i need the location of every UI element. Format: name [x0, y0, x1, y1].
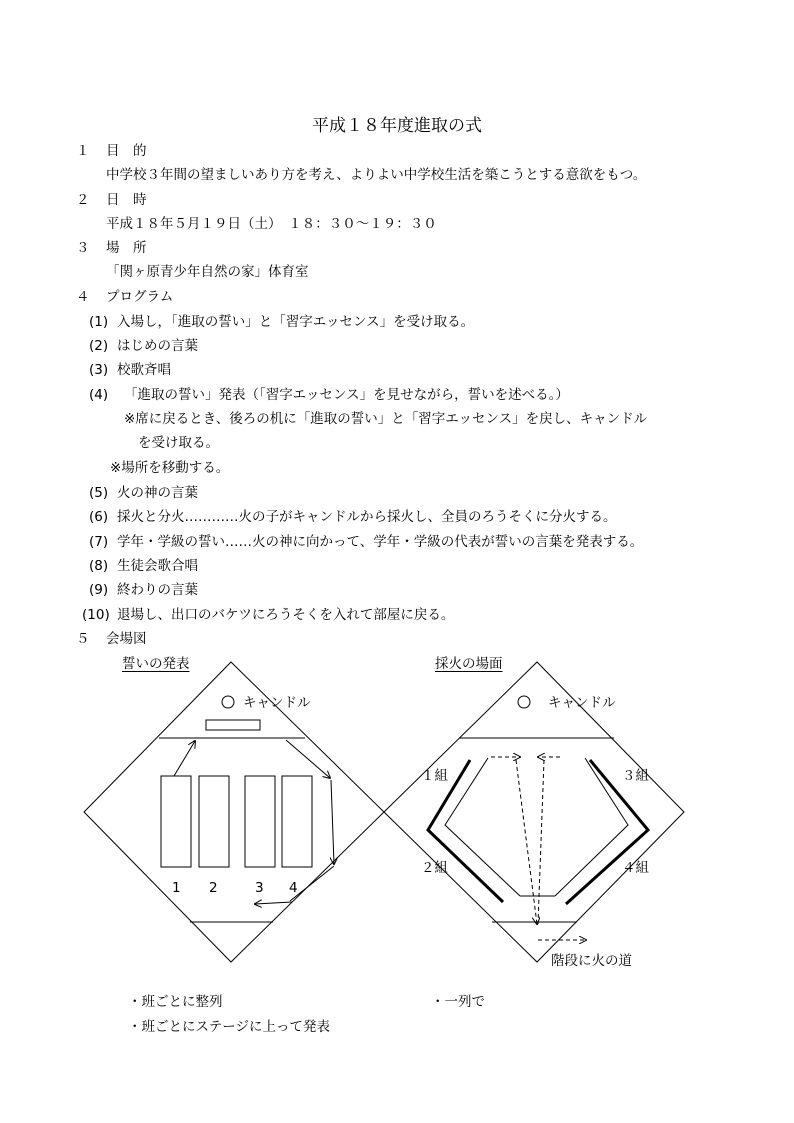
section-2-body: 平成１８年５月１９日（土） １８：３０～１９：３０: [106, 216, 437, 232]
program-item-9-text: 終わりの言葉: [117, 582, 198, 598]
right-diagram: [384, 662, 684, 969]
left-arrow-stage-exit: [286, 740, 330, 778]
class-2-label: ２組: [421, 860, 448, 876]
program-item-8-text: 生徒会歌合唱: [117, 558, 198, 574]
left-diagram: [84, 662, 384, 962]
program-item-1-number: (1): [89, 314, 109, 330]
right-note-1: ・一列で: [431, 994, 485, 1010]
program-item-1-text: 入場し，「進取の誓い」と「習字エッセンス」を受け取る。: [117, 314, 475, 330]
program-note-2: ※場所を移動する。: [110, 460, 230, 476]
program-note-1-line-1: ※席に戻るとき、後ろの机に「進取の誓い」と「習字エッセンス」を戻し、キャンドル: [124, 411, 648, 427]
program-item-5-number: (5): [89, 485, 109, 501]
left-column-label-3: 3: [255, 880, 264, 896]
class-3-label: ３組: [622, 768, 649, 784]
right-candle-icon: [518, 696, 530, 708]
section-4-heading: プログラム: [106, 289, 174, 305]
program-item-6-number: (6): [89, 509, 109, 525]
program-item-3-number: (3): [89, 362, 109, 378]
section-1-body: 中学校３年間の望ましいあり方を考え、よりよい中学校生活を築こうとする意欲をもつ。: [106, 167, 647, 183]
right-diagram-caption: 採火の場面: [435, 656, 503, 672]
program-item-8-number: (8): [89, 558, 109, 574]
section-1-number: １: [76, 143, 90, 159]
dashed-path-down-right: [538, 760, 544, 924]
section-5-heading: 会場図: [106, 631, 147, 647]
program-item-5-text: 火の神の言葉: [117, 485, 198, 501]
left-note-2: ・班ごとにステージに上って発表: [128, 1019, 330, 1035]
left-column-label-4: 4: [289, 880, 298, 896]
program-note-1-line-2: を受け取る。: [138, 435, 219, 451]
program-item-2-number: (2): [89, 338, 109, 354]
left-arrow-side-down: [331, 780, 334, 864]
program-item-9-number: (9): [89, 582, 109, 598]
program-item-4-text: 「進取の誓い」発表（「習字エッセンス」を見せながら，誓いを述べる。）: [124, 387, 569, 403]
class-1-label: １組: [421, 768, 448, 784]
section-2-heading: 日 時: [106, 192, 147, 208]
left-column-label-2: 2: [209, 880, 218, 896]
program-item-10-number: (10): [82, 607, 110, 623]
right-inner-path-left: [445, 758, 520, 896]
section-3-body: 「関ヶ原青少年自然の家」体育室: [106, 264, 309, 280]
left-column-2: [199, 776, 229, 867]
left-stage-table: [206, 720, 260, 730]
section-2-number: ２: [76, 192, 90, 208]
program-item-2-text: はじめの言葉: [117, 338, 198, 354]
left-venue-outline: [84, 662, 384, 962]
left-candle-icon: [222, 696, 234, 708]
left-column-4: [282, 776, 312, 867]
program-item-3-text: 校歌斉唱: [117, 362, 171, 378]
document-title: 平成１８年度進取の式: [312, 116, 482, 136]
class-4-label: ４組: [622, 860, 649, 876]
program-item-7-text: 学年・学級の誓い……火の神に向かって、学年・学級の代表が誓いの言葉を発表する。: [117, 534, 644, 550]
section-4-number: ４: [76, 289, 90, 305]
program-item-4-number: (4): [89, 387, 109, 403]
left-arrow-to-stage: [174, 741, 195, 776]
right-candle-label: キャンドル: [548, 695, 616, 711]
right-inner-path-right: [555, 758, 628, 896]
program-item-10-text: 退場し、出口のバケツにろうそくを入れて部屋に戻る。: [117, 607, 455, 623]
left-diagram-caption: 誓いの発表: [122, 656, 190, 672]
left-candle-label: キャンドル: [243, 695, 311, 711]
section-3-number: ３: [76, 240, 90, 256]
left-column-1: [161, 776, 191, 867]
section-1-heading: 目 的: [106, 143, 147, 159]
program-item-7-number: (7): [89, 534, 109, 550]
dashed-path-down-left: [516, 760, 537, 924]
exit-label: 階段に火の道: [551, 953, 632, 969]
program-item-6-text: 採火と分火…………火の子がキャンドルから採火し、全員のろうそくに分火する。: [117, 509, 617, 525]
left-note-1: ・班ごとに整列: [128, 994, 223, 1010]
section-5-number: ５: [76, 631, 90, 647]
left-column-3: [245, 776, 275, 867]
left-column-label-1: 1: [172, 880, 181, 896]
section-3-heading: 場 所: [106, 240, 147, 256]
right-venue-outline: [384, 662, 684, 962]
left-arrow-return-end: [255, 902, 292, 904]
